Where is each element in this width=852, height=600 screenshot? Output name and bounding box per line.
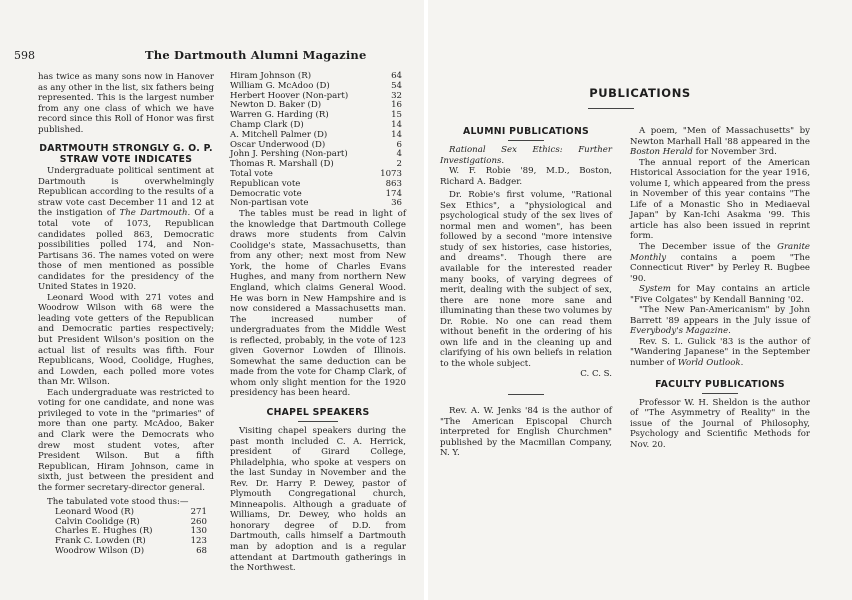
vote-tally-part2 — [230, 72, 402, 209]
banning-note: System for May contains an article "Five Colgates" by Kendall Banning '02. — [630, 284, 811, 305]
candidate-name: Calvin Coolidge (R) — [55, 516, 140, 527]
straw-vote-paragraph-3: Each undergraduate was restricted to voting for one candidate, and none was privileged to vote in the "primaries" of more than one party. McAdoo, Baker and Clark were the Democrats who drew most student votes, after President Wilson. But a fifth Republican, Hiram Johnson, came in sixth, just between the president and the former secretary-director general. — [38, 387, 214, 493]
candidate-name: A. Mitchell Palmer (D) — [230, 129, 328, 140]
candidate-name: Charles E. Hughes (R) — [55, 526, 153, 537]
vote-tally-part1 — [55, 508, 207, 557]
candidate-name: Democratic vote — [230, 188, 302, 199]
vote-count: 64 — [391, 71, 402, 81]
section-divider — [508, 394, 544, 395]
sheldon-note: Professor W. H. Sheldon is the author of "The Asymmetry of Reality" in the issue of the Journal of Philosophy, Psychology and Scientific Methods for Nov. 20. — [630, 397, 810, 450]
faculty-publications-heading: FACULTY PUBLICATIONS — [655, 378, 785, 390]
right-column-right — [630, 126, 810, 450]
candidate-name: Oscar Underwood (D) — [230, 139, 326, 150]
heading-rule — [508, 140, 544, 141]
candidate-name: John J. Pershing (Non-part) — [230, 149, 348, 160]
candidate-name: Champ Clark (D) — [230, 119, 304, 130]
vote-count: 123 — [190, 536, 207, 547]
candidate-name: Hiram Johnson (R) — [230, 71, 312, 81]
magazine-title: World Outlook — [677, 358, 741, 369]
review-book-title: Rational Sex Ethics: Further Investigations. — [440, 145, 612, 166]
chapel-speakers-heading: CHAPEL SPEAKERS — [266, 407, 370, 418]
heading-rule — [702, 393, 738, 394]
asakawa-note: The annual report of the American Historical Association for the year 1916, volume I, which appeared from the press in November of this year contains "The Life of a Monastic Sho in Mediaeval Japan" by Kan-Ichi Asakma '99. This article has also been issued in reprint form. — [630, 157, 810, 242]
right-column-left — [440, 126, 612, 459]
straw-vote-heading-line2: STRAW VOTE INDICATES — [59, 154, 193, 166]
vote-count: 32 — [391, 90, 402, 101]
middle-column — [230, 72, 406, 574]
heading-rule — [298, 421, 338, 422]
straw-vote-heading-line1: DARTMOUTH STRONGLY G. O. P. — [39, 143, 213, 155]
magazine-title: System — [639, 284, 671, 295]
vote-count: 260 — [190, 516, 207, 527]
tables-analysis-paragraph: The tables must be read in light of the knowledge that Dartmouth College draws more students from Calvin Coolidge's state, Massachusetts, than from any other; next most from New York, the home of Charles Evans Hughes, and many from northern New England, which claims General Wood. He was born in New Hampshire and is now considered a Massachusetts man. The increased number of undergraduates from the Middle West is reflected, probably, in the vote of 123 given Governor Lowden of Illinois. Somewhat the same deduction can be made from the vote for Champ Clark, of whom only slight mention for the 1920 presidency has been heard. — [230, 209, 406, 399]
magazine-title: Granite Monthly — [630, 242, 810, 263]
candidate-name: William G. McAdoo (D) — [230, 80, 330, 91]
vote-count: 14 — [391, 129, 402, 140]
vote-count: 15 — [391, 110, 402, 121]
bugbee-note: The December issue of the Granite Monthly contains a poem "The Connecticut River" by Perley R. Bugbee '90. — [630, 242, 811, 284]
left-column — [38, 72, 214, 557]
candidate-name: Frank C. Lowden (R) — [55, 536, 146, 547]
candidate-name: Republican vote — [230, 178, 301, 189]
running-head: The Dartmouth Alumni Magazine — [145, 48, 367, 62]
candidate-name: Total vote — [230, 168, 273, 179]
newspaper-title: Boston Herald — [630, 147, 693, 158]
candidate-name: Newton D. Baker (D) — [230, 100, 322, 111]
vote-count: 2 — [396, 159, 402, 170]
straw-vote-paragraph-1: Undergraduate political sentiment at Dartmouth is overwhelmingly Republican according to the results of a straw vote cast December 11 and 12 at the instigation of The Dartmouth. Of a total vote of 1073, Republican candidates polled 863, Democratic possibilities polled 174, and Non-Partisans 36. The names voted on were those of men mentioned as possible candidates for the presidency of the United States in 1920. — [38, 166, 214, 293]
candidate-name: Thomas R. Marshall (D) — [230, 159, 334, 170]
vote-count: 68 — [196, 545, 207, 556]
jenks-note: Rev. A. W. Jenks '84 is the author of "The American Episcopal Church interpreted for English Churchmen" published by the Macmillan Company, N. Y. — [440, 406, 612, 459]
review-signature: C. C. S. — [580, 369, 612, 380]
vote-count: 271 — [190, 506, 207, 517]
vote-count: 1073 — [380, 168, 402, 179]
gulick-note: Rev. S. L. Gulick '83 is the author of "Wandering Japanese" in the September number of World Outlook. — [630, 336, 810, 369]
vote-count: 6 — [396, 139, 402, 150]
review-byline: W. F. Robie '89, M.D., Boston, Richard A. Badger. — [440, 166, 612, 187]
title-rule — [588, 108, 634, 109]
page-number: 598 — [14, 49, 35, 62]
vote-count: 4 — [396, 149, 402, 160]
straw-vote-paragraph-2: Leonard Wood with 271 votes and Woodrow Wilson with 68 were the leading vote getters of the Republican and Democratic parties respectively; but President Wilson's position on the actual list of results was fifth. Four Republicans, Wood, Coolidge, Hughes, and Lowden, each polled more votes than Mr. Wilson. — [38, 292, 214, 388]
vote-count: 54 — [391, 80, 402, 91]
chapel-speakers-paragraph: Visiting chapel speakers during the past month included C. A. Herrick, president of Girard College, Philadelphia, who spoke at vespers on the last Sunday in November and the Rev. Dr. Harry P. Dewey, pastor of Plymouth Congregational church, Minneapolis. Although a graduate of Williams, Dr. Dewey, who holds an honorary degree of D.D. from Dartmouth, calls himself a Dartmouth man by adoption and is a regular attendant at Dartmouth gatherings in the Northwest. — [230, 426, 406, 574]
vote-count: 863 — [385, 178, 402, 189]
candidate-name: Herbert Hoover (Non-part) — [230, 90, 349, 101]
tally-row — [55, 547, 207, 557]
straw-vote-heading — [38, 143, 214, 165]
intro-paragraph: has twice as many sons now in Hanover as any other in the list, six fathers being represented. This is the largest number from any one class of which we have record since this Roll of Honor was first published. — [38, 72, 214, 135]
alumni-publications-heading: ALUMNI PUBLICATIONS — [462, 126, 590, 137]
vote-count: 36 — [391, 198, 402, 209]
candidate-name: Warren G. Harding (R) — [230, 110, 329, 121]
tally-row — [230, 199, 402, 209]
magazine-title: Everybody's Magazine — [630, 326, 729, 337]
vote-count: 174 — [385, 188, 402, 199]
publications-title: PUBLICATIONS — [589, 86, 691, 100]
vote-count: 130 — [190, 526, 207, 537]
vote-count: 16 — [391, 100, 402, 111]
vote-count: 14 — [391, 119, 402, 130]
newspaper-title: The Dartmouth — [119, 208, 188, 219]
candidate-name: Woodrow Wilson (D) — [55, 545, 145, 556]
review-body: Dr. Robie's first volume, "Rational Sex Ethics", a "physiological and psychological study of the sex lives of normal men and women", has been followed by a second "more intensive study of sex histories, case histories, and dreams". Though there are available for the interested reader many books, of varying degrees of merit, dealing with the subject of sex, there are none more sane and illuminating than these two volumes by Dr. Robie. No one can read them without benefit in the ordering of his own life and in the cleaning up and clarifying of his own beliefs in relation to the whole subject. — [440, 190, 612, 369]
barrett-note: "The New Pan-Americanism" by John Barrett '89 appears in the July issue of Everybody's Magazine. — [630, 305, 810, 337]
tabulated-intro: The tabulated vote stood thus:— — [47, 497, 189, 508]
candidate-name: Leonard Wood (R) — [55, 506, 134, 517]
candidate-name: Non-partisan vote — [230, 198, 309, 209]
hall-note: A poem, "Men of Massachusetts" by Newton Marhall Hall '88 appeared in the Boston Herald for November 3rd. — [630, 126, 810, 158]
